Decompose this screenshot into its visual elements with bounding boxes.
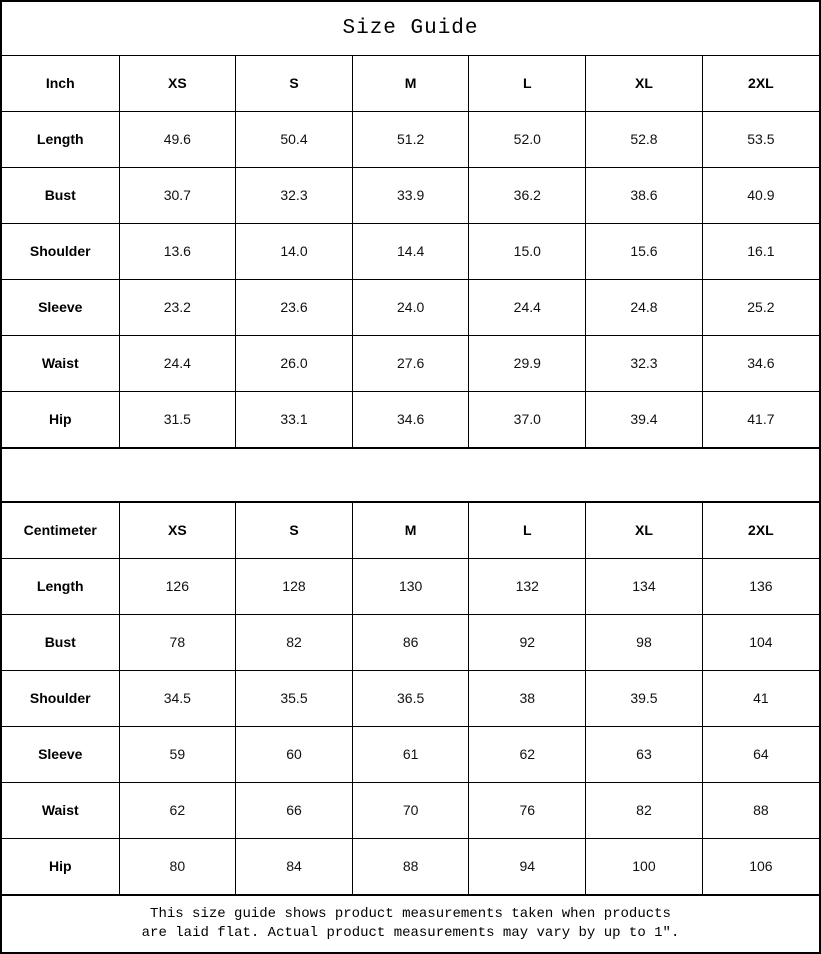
- value-cell: 86: [352, 614, 469, 670]
- value-cell: 63: [586, 726, 703, 782]
- size-header-cell-l: L: [469, 56, 586, 111]
- value-cell: 98: [586, 614, 703, 670]
- measurement-row-hip: [2, 391, 819, 447]
- measurement-row-length: [2, 111, 819, 167]
- value-cell: 39.4: [586, 391, 703, 447]
- unit-header-cell: Centimeter: [2, 503, 119, 558]
- value-cell: 136: [702, 558, 819, 614]
- value-cell: 36.5: [352, 670, 469, 726]
- row-label-cell: Length: [2, 558, 119, 614]
- size-header-cell-m: M: [352, 56, 469, 111]
- value-cell: 32.3: [586, 335, 703, 391]
- measurement-row-sleeve: [2, 279, 819, 335]
- value-cell: 14.4: [352, 223, 469, 279]
- value-cell: 24.0: [352, 279, 469, 335]
- centimeter-table: [2, 503, 819, 894]
- value-cell: 29.9: [469, 335, 586, 391]
- value-cell: 126: [119, 558, 236, 614]
- cm-table-header-row: [2, 503, 819, 558]
- value-cell: 52.8: [586, 111, 703, 167]
- row-label-cell: Shoulder: [2, 223, 119, 279]
- size-header-cell-s: S: [236, 56, 353, 111]
- value-cell: 15.0: [469, 223, 586, 279]
- value-cell: 62: [469, 726, 586, 782]
- value-cell: 33.1: [236, 391, 353, 447]
- value-cell: 80: [119, 838, 236, 894]
- value-cell: 41.7: [702, 391, 819, 447]
- value-cell: 31.5: [119, 391, 236, 447]
- size-header-cell-m: M: [352, 503, 469, 558]
- measurement-row-waist: [2, 335, 819, 391]
- value-cell: 66: [236, 782, 353, 838]
- value-cell: 76: [469, 782, 586, 838]
- value-cell: 59: [119, 726, 236, 782]
- value-cell: 23.2: [119, 279, 236, 335]
- measurement-row-bust: [2, 167, 819, 223]
- value-cell: 62: [119, 782, 236, 838]
- value-cell: 82: [586, 782, 703, 838]
- value-cell: 36.2: [469, 167, 586, 223]
- inch-table-header-row: [2, 56, 819, 111]
- value-cell: 27.6: [352, 335, 469, 391]
- size-header-cell-2xl: 2XL: [702, 503, 819, 558]
- footer-note: [2, 894, 819, 952]
- size-header-cell-xs: XS: [119, 503, 236, 558]
- measurement-row-shoulder: [2, 223, 819, 279]
- value-cell: 88: [702, 782, 819, 838]
- value-cell: 34.5: [119, 670, 236, 726]
- value-cell: 70: [352, 782, 469, 838]
- value-cell: 84: [236, 838, 353, 894]
- value-cell: 100: [586, 838, 703, 894]
- row-label-cell: Sleeve: [2, 726, 119, 782]
- value-cell: 13.6: [119, 223, 236, 279]
- value-cell: 15.6: [586, 223, 703, 279]
- value-cell: 38: [469, 670, 586, 726]
- value-cell: 128: [236, 558, 353, 614]
- footer-line-1: This size guide shows product measurements taken when products: [150, 906, 671, 922]
- value-cell: 130: [352, 558, 469, 614]
- value-cell: 37.0: [469, 391, 586, 447]
- measurement-row-hip: [2, 838, 819, 894]
- value-cell: 49.6: [119, 111, 236, 167]
- row-label-cell: Length: [2, 111, 119, 167]
- value-cell: 38.6: [586, 167, 703, 223]
- value-cell: 88: [352, 838, 469, 894]
- value-cell: 33.9: [352, 167, 469, 223]
- row-label-cell: Bust: [2, 167, 119, 223]
- value-cell: 16.1: [702, 223, 819, 279]
- row-label-cell: Hip: [2, 838, 119, 894]
- unit-header-cell: Inch: [2, 56, 119, 111]
- page-title: Size Guide: [2, 2, 819, 56]
- value-cell: 23.6: [236, 279, 353, 335]
- footer-line-2: are laid flat. Actual product measurements may vary by up to 1″.: [141, 925, 680, 941]
- inch-table: [2, 56, 819, 447]
- size-header-cell-l: L: [469, 503, 586, 558]
- value-cell: 25.2: [702, 279, 819, 335]
- value-cell: 41: [702, 670, 819, 726]
- measurement-row-sleeve: [2, 726, 819, 782]
- measurement-row-waist: [2, 782, 819, 838]
- value-cell: 24.4: [119, 335, 236, 391]
- value-cell: 53.5: [702, 111, 819, 167]
- value-cell: 40.9: [702, 167, 819, 223]
- row-label-cell: Sleeve: [2, 279, 119, 335]
- value-cell: 35.5: [236, 670, 353, 726]
- row-label-cell: Waist: [2, 335, 119, 391]
- row-label-cell: Bust: [2, 614, 119, 670]
- value-cell: 32.3: [236, 167, 353, 223]
- size-header-cell-s: S: [236, 503, 353, 558]
- value-cell: 82: [236, 614, 353, 670]
- value-cell: 92: [469, 614, 586, 670]
- size-header-cell-2xl: 2XL: [702, 56, 819, 111]
- measurement-row-length: [2, 558, 819, 614]
- value-cell: 94: [469, 838, 586, 894]
- value-cell: 51.2: [352, 111, 469, 167]
- row-label-cell: Shoulder: [2, 670, 119, 726]
- value-cell: 30.7: [119, 167, 236, 223]
- value-cell: 52.0: [469, 111, 586, 167]
- measurement-row-bust: [2, 614, 819, 670]
- value-cell: 78: [119, 614, 236, 670]
- value-cell: 61: [352, 726, 469, 782]
- value-cell: 104: [702, 614, 819, 670]
- value-cell: 132: [469, 558, 586, 614]
- value-cell: 60: [236, 726, 353, 782]
- value-cell: 39.5: [586, 670, 703, 726]
- size-header-cell-xl: XL: [586, 503, 703, 558]
- value-cell: 26.0: [236, 335, 353, 391]
- value-cell: 24.4: [469, 279, 586, 335]
- value-cell: 34.6: [702, 335, 819, 391]
- value-cell: 14.0: [236, 223, 353, 279]
- row-label-cell: Waist: [2, 782, 119, 838]
- size-header-cell-xs: XS: [119, 56, 236, 111]
- table-gap-spacer: [2, 447, 819, 503]
- measurement-row-shoulder: [2, 670, 819, 726]
- row-label-cell: Hip: [2, 391, 119, 447]
- value-cell: 134: [586, 558, 703, 614]
- value-cell: 34.6: [352, 391, 469, 447]
- value-cell: 24.8: [586, 279, 703, 335]
- size-header-cell-xl: XL: [586, 56, 703, 111]
- value-cell: 64: [702, 726, 819, 782]
- value-cell: 106: [702, 838, 819, 894]
- value-cell: 50.4: [236, 111, 353, 167]
